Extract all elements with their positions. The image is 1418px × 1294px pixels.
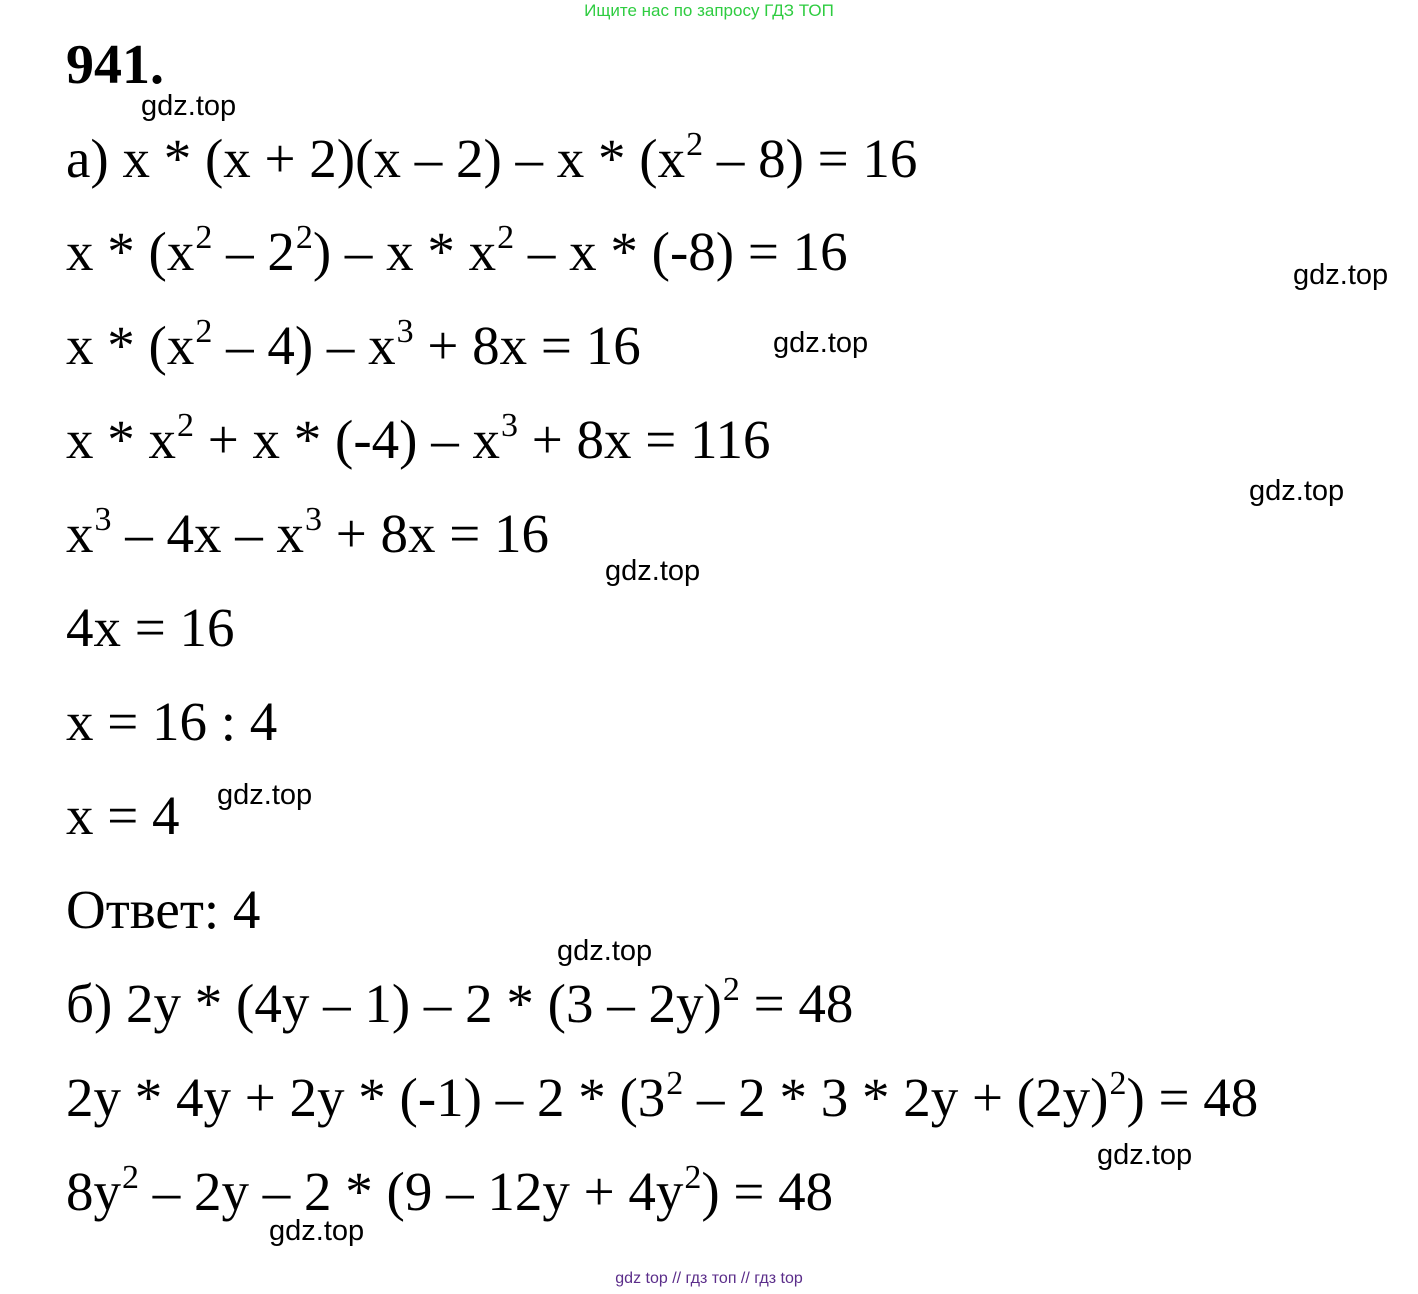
watermark: gdz.top	[605, 555, 701, 587]
equation-a-line-4: $x * x^2 + x * (-4) - x^3 + 8x = 116$	[66, 407, 771, 470]
footer-links: gdz top // гдз топ // гдз top	[615, 1270, 803, 1287]
answer-a: Ответ: 4	[66, 879, 261, 940]
equation-a-line-6: 4x = 16	[66, 597, 235, 658]
watermark: gdz.top	[1293, 259, 1389, 291]
search-banner: Ищите нас по запросу ГДЗ ТОП	[584, 1, 834, 20]
equation-a-line-2: $x * (x^2 - 2^2) - x * x^2 - x * (-8) = 16$	[66, 219, 848, 282]
watermark: gdz.top	[141, 90, 237, 122]
equation-a-line-5: $x^3 - 4x - x^3 + 8x = 16$	[66, 501, 550, 564]
equation-a-line-8: x = 4	[66, 785, 180, 846]
problem-number: 941.	[66, 34, 164, 96]
equation-a-line-7: x = 16 : 4	[66, 691, 278, 752]
equation-b-line-3: $8y^2 - 2y - 2 * (9 - 12y + 4y^2) = 48$	[66, 1159, 834, 1222]
watermark: gdz.top	[1249, 475, 1345, 507]
watermark: gdz.top	[557, 935, 653, 967]
equation-b-line-1: б) 2y * (4y – 1) – 2 * (3 – 2y)$^2$ = 48	[66, 971, 854, 1034]
watermark: gdz.top	[773, 327, 869, 359]
equation-a-line-3: $x * (x^2 - 4) - x^3 + 8x = 16$	[66, 313, 641, 376]
equation-a-line-1: а) $x * (x + 2)(x - 2) - x * (x^2 - 8) = 16$	[66, 126, 918, 189]
watermark: gdz.top	[1097, 1139, 1193, 1171]
watermark: gdz.top	[269, 1215, 365, 1247]
watermark: gdz.top	[217, 779, 313, 811]
equation-b-line-2: $2y * 4y + 2y * (-1) - 2 * (3^2 - 2 * 3 * 2y + (2y)^2) = 48$	[66, 1065, 1259, 1128]
